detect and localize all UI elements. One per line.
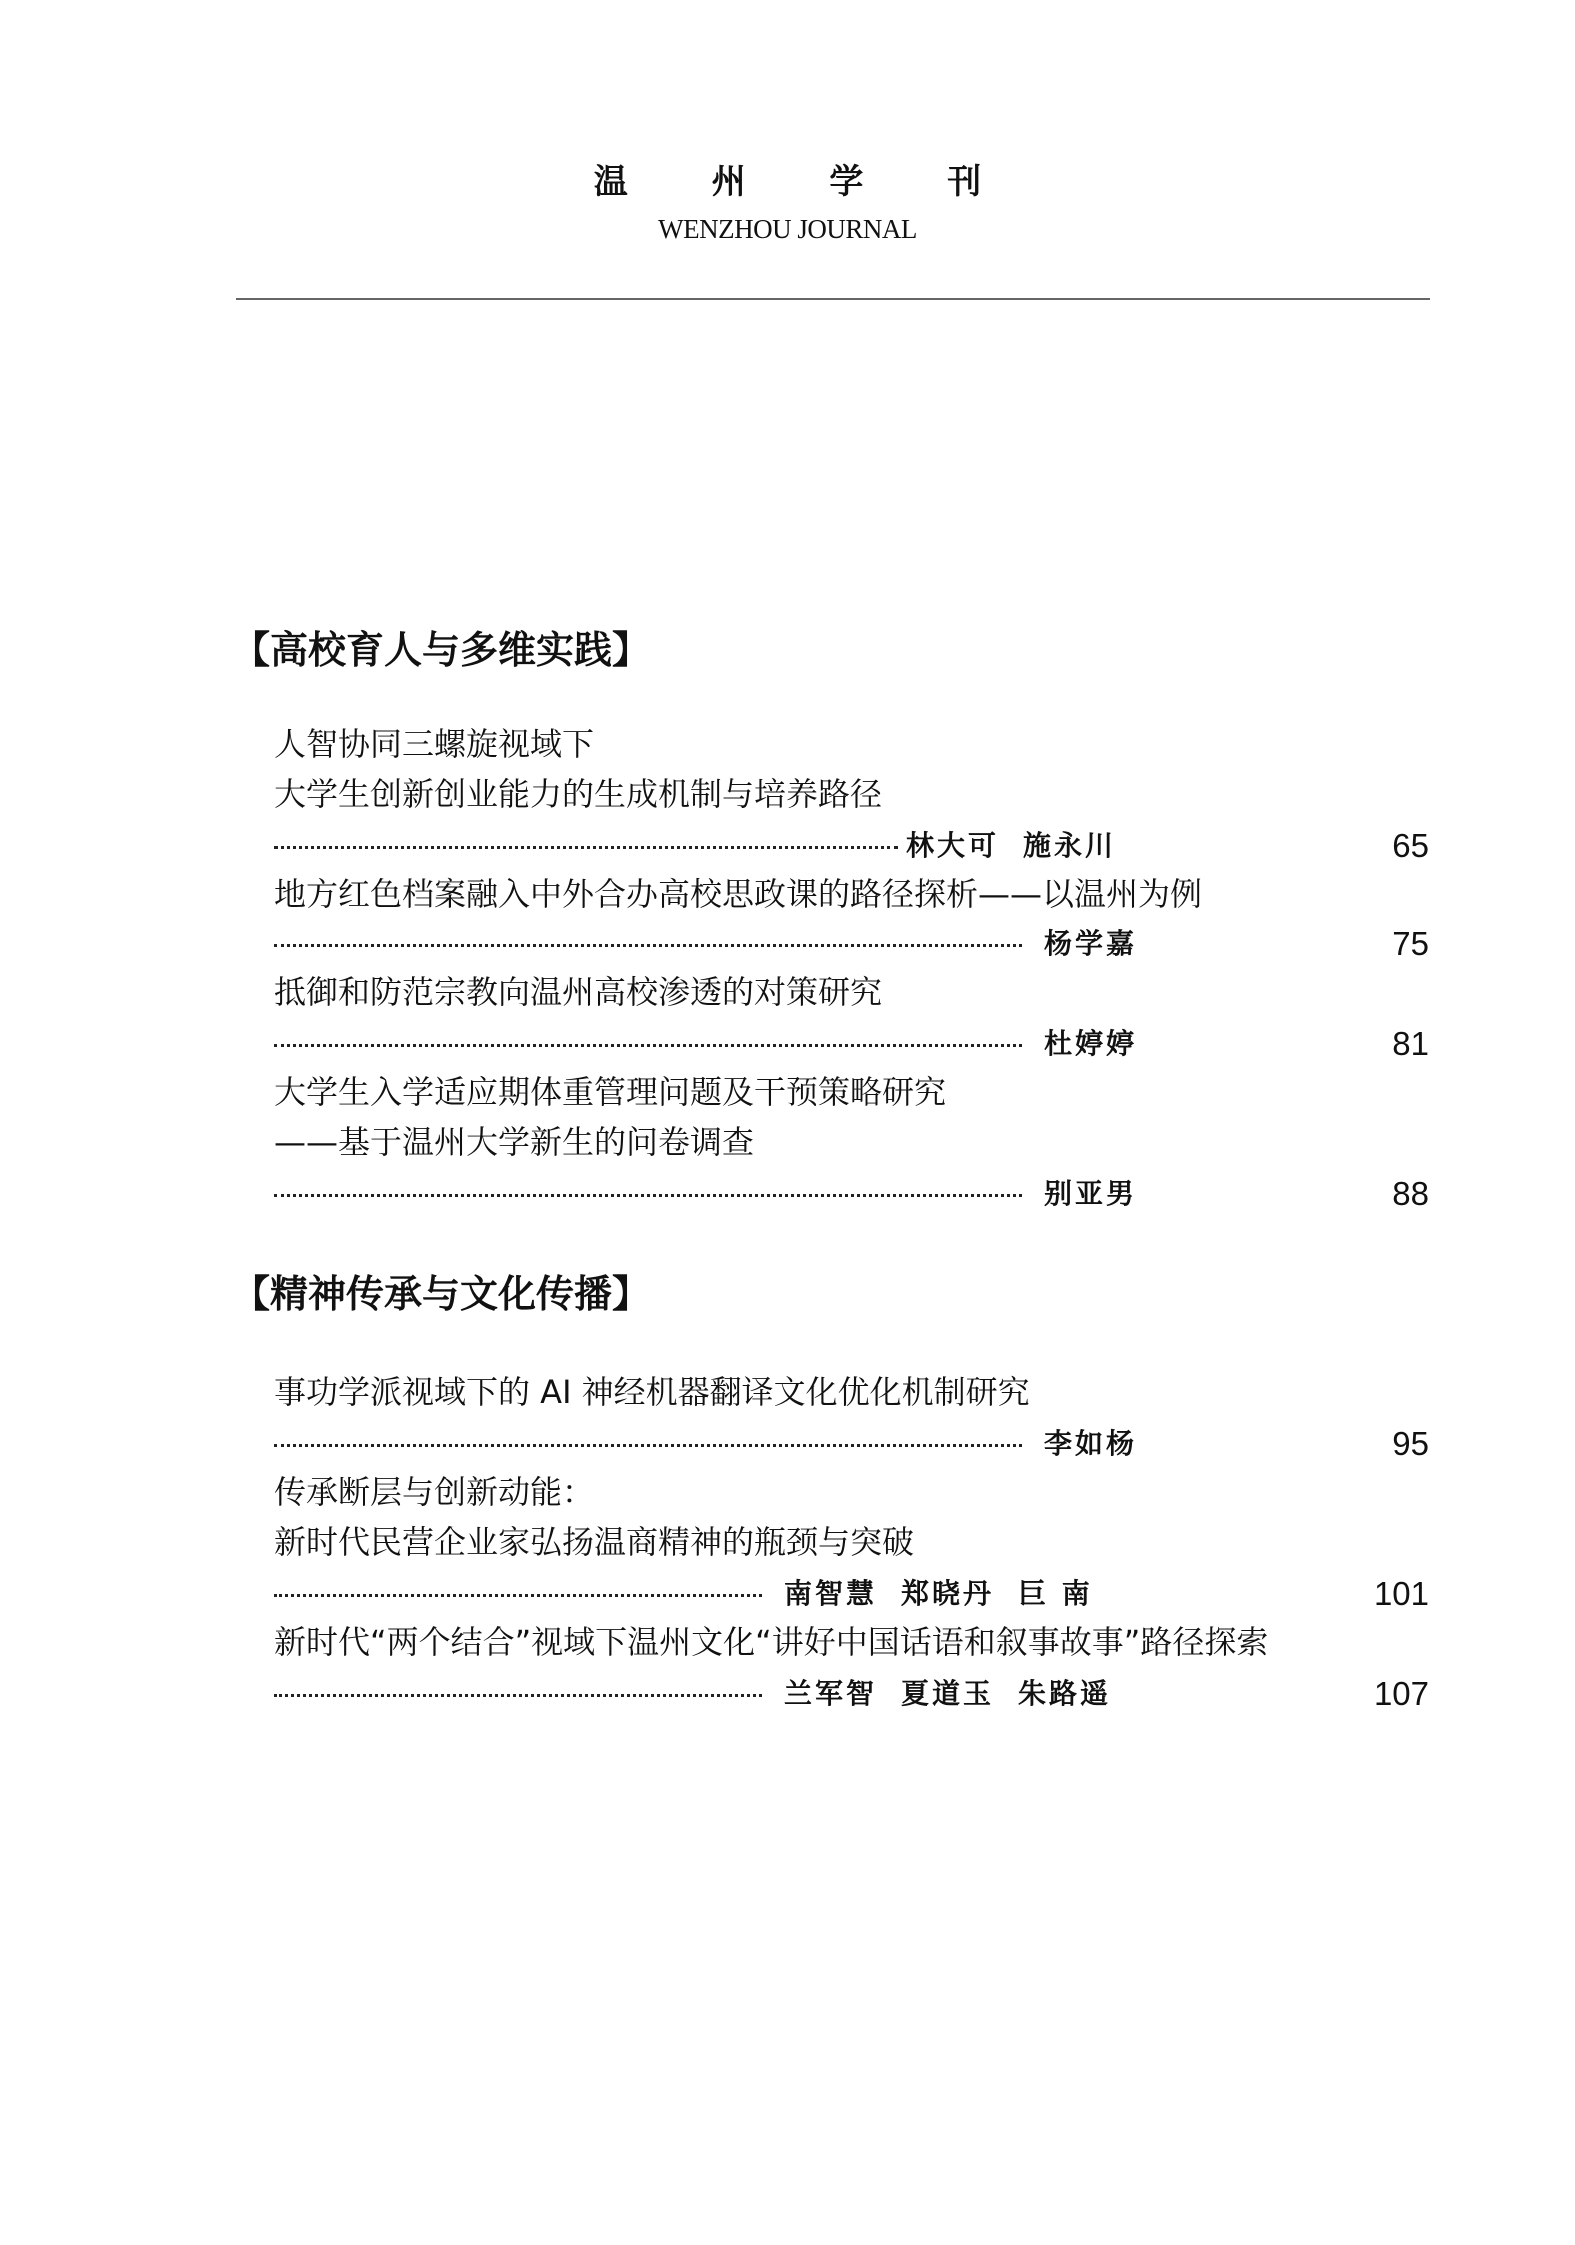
journal-subtitle: WENZHOU JOURNAL — [658, 214, 917, 244]
article-title-line[interactable]: 地方红色档案融入中外合办高校思政课的路径探析——以温州为例 — [274, 875, 1203, 913]
article-title-line[interactable]: 大学生创新创业能力的生成机制与培养路径 — [274, 775, 883, 813]
journal-header — [0, 160, 1575, 246]
article-title-line[interactable]: 新时代民营企业家弘扬温商精神的瓶颈与突破 — [274, 1523, 915, 1561]
page-number[interactable]: 81 — [1392, 1025, 1429, 1062]
article-authors — [1044, 1026, 1137, 1062]
author-name: 李如杨 — [1044, 1427, 1138, 1460]
author-name: 杨学嘉 — [1044, 927, 1138, 960]
page-number[interactable]: 75 — [1392, 925, 1429, 962]
article-title-line[interactable]: 传承断层与创新动能： — [274, 1473, 595, 1511]
article-authors — [1044, 1426, 1137, 1462]
dot-leader — [274, 1594, 762, 1597]
article-title-line[interactable]: ——基于温州大学新生的问卷调查 — [274, 1123, 755, 1161]
author-name: 南智慧 — [784, 1577, 878, 1610]
header-rule — [236, 298, 1430, 300]
author-name: 林大可 — [906, 829, 1000, 862]
article-title-line[interactable]: 抵御和防范宗教向温州高校渗透的对策研究 — [274, 973, 883, 1011]
page-number[interactable]: 107 — [1373, 1675, 1429, 1712]
author-name: 兰军智 — [784, 1677, 878, 1710]
dot-leader — [274, 1044, 1022, 1047]
page-number[interactable]: 88 — [1392, 1175, 1429, 1212]
article-authors — [906, 828, 1116, 864]
dot-leader — [274, 1194, 1022, 1197]
page-number[interactable]: 95 — [1392, 1425, 1429, 1462]
article-title-line[interactable]: 大学生入学适应期体重管理问题及干预策略研究 — [274, 1073, 947, 1111]
dot-leader — [274, 1694, 762, 1697]
section-heading: 【精神传承与文化传播】 — [232, 1272, 651, 1316]
page-number[interactable]: 65 — [1392, 827, 1429, 864]
article-authors — [784, 1676, 1111, 1712]
page-number[interactable]: 101 — [1373, 1575, 1429, 1612]
author-name: 杜婷婷 — [1044, 1027, 1138, 1060]
article-authors — [784, 1576, 1093, 1612]
article-title-line[interactable]: 事功学派视域下的 AI 神经机器翻译文化优化机制研究 — [274, 1373, 1030, 1411]
author-name: 别亚男 — [1044, 1177, 1138, 1210]
article-title-line[interactable]: 人智协同三螺旋视域下 — [274, 725, 595, 763]
author-name: 巨 南 — [1018, 1577, 1093, 1610]
author-name: 郑晓丹 — [901, 1577, 995, 1610]
author-name: 朱路遥 — [1018, 1677, 1112, 1710]
author-name: 夏道玉 — [901, 1677, 995, 1710]
author-name: 施永川 — [1023, 829, 1117, 862]
dot-leader — [274, 1444, 1022, 1447]
dot-leader — [274, 944, 1022, 947]
article-authors — [1044, 926, 1137, 962]
article-authors — [1044, 1176, 1137, 1212]
section-heading: 【高校育人与多维实践】 — [232, 628, 651, 672]
article-title-line[interactable]: 新时代“两个结合”视域下温州文化“讲好中国话语和叙事故事”路径探索 — [274, 1623, 1269, 1661]
dot-leader — [274, 846, 898, 849]
journal-title: 温 州 学 刊 — [593, 162, 1018, 202]
